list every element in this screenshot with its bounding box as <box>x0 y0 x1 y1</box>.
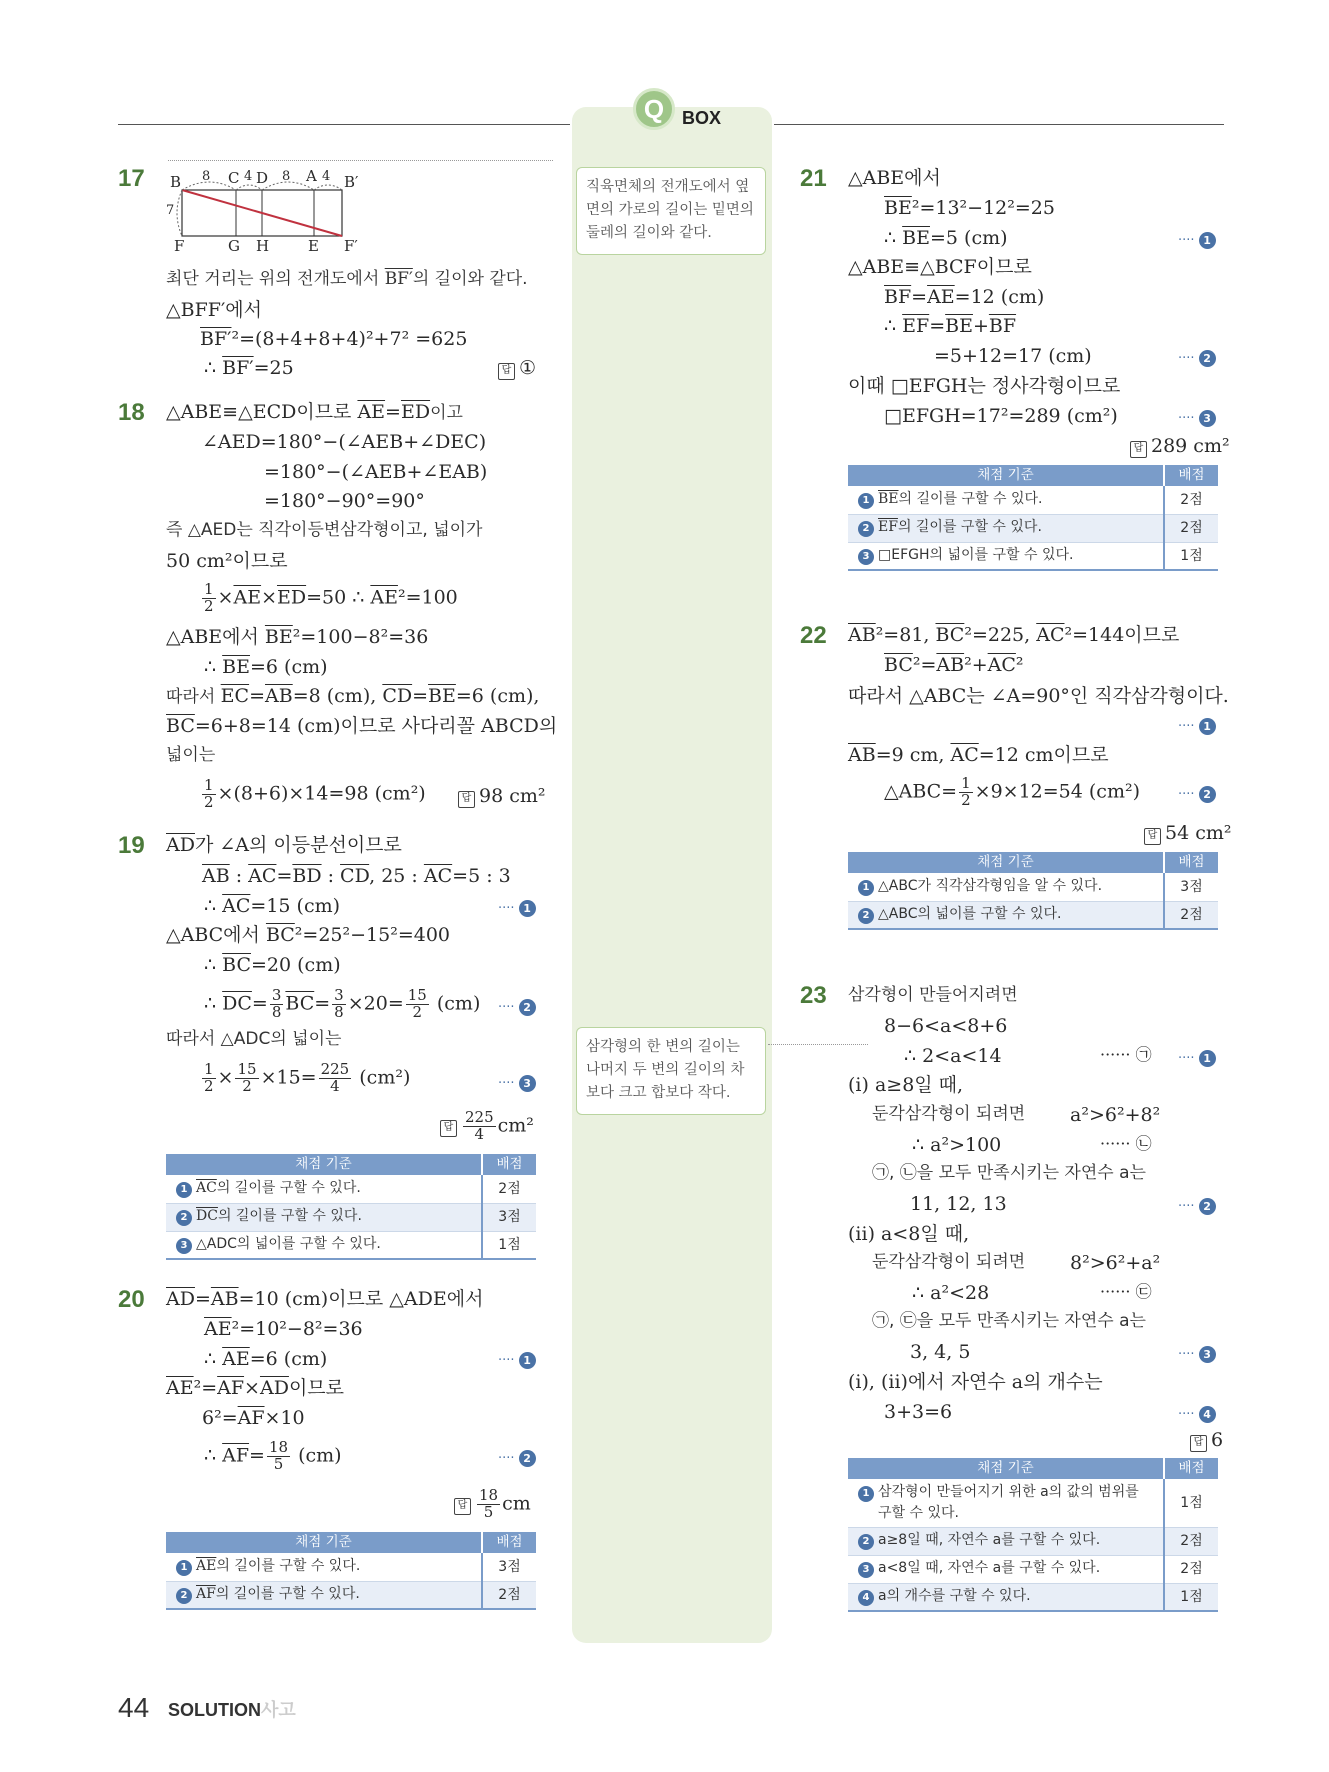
p17-line3: BF′²=(8+4+8+4)²+7² =625 <box>200 328 468 350</box>
p18-line12: 넓이는 <box>166 745 216 765</box>
page-number: 44 <box>118 1692 150 1723</box>
p21-line5: $\overline{BF}=\overline{AE}=12$ (cm) <box>884 286 1045 308</box>
problem-number-22: 22 <box>800 622 827 649</box>
p23-line13: 3, 4, 5 <box>910 1341 971 1363</box>
p19-line1: $\overline{AD}$가 ∠A의 이등분선이므로 <box>166 834 402 856</box>
p23-line5b: a²>6²+8² <box>1070 1104 1161 1126</box>
answer-icon: 답 <box>454 1498 471 1515</box>
p18-line4: =180°−90°=90° <box>264 490 425 512</box>
net-label-8b: 8 <box>282 169 291 184</box>
net-label-7: 7 <box>166 203 175 218</box>
p23-marker-4: ···· 4 <box>1178 1406 1216 1423</box>
net-label-B-prime: B′ <box>344 173 359 191</box>
criteria-row: 2 $\overline{AF}$의 길이를 구할 수 있다. 2점 <box>166 1581 536 1609</box>
p21-line3: ∴ $\overline{BE}=5$ (cm) <box>884 227 1008 249</box>
answer-icon: 답 <box>1130 441 1147 458</box>
points-header: 배점 <box>1164 1458 1218 1479</box>
p23-line4: (i) a≥8일 때, <box>848 1074 964 1096</box>
p19-line8: $\frac{1}{2}$ × $\frac{15}{2}$ ×15= $\frac{225}{4}$ (cm²) <box>204 1060 411 1095</box>
p23-line14: (i), (ii)에서 자연수 a의 개수는 <box>848 1371 1103 1393</box>
p21-marker-1: ···· 1 <box>1178 232 1216 249</box>
net-label-B: B <box>170 173 182 191</box>
p19-line6: ∴ $\overline{DC}=$ $\frac{3}{8}$ $\overline{BC}=$ $\frac{3}{8}$ ×20= $\frac{15}{2}$ (cm) <box>204 986 481 1021</box>
p23-line5: 둔각삼각형이 되려면 <box>872 1104 1026 1124</box>
p19-criteria-table <box>166 1154 536 1260</box>
p22-line2: $\overline{BC}^2=\overline{AB}^2+\overline{AC}^2$ <box>884 654 1024 676</box>
p21-line9: □EFGH=17²=289 (cm²) <box>884 405 1118 427</box>
p19-marker-1: ···· 1 <box>498 900 536 917</box>
p21-marker-2: ···· 2 <box>1178 350 1216 367</box>
top-rule-left <box>118 124 570 125</box>
problem-number-17: 17 <box>118 165 145 192</box>
problem-number-18: 18 <box>118 399 145 426</box>
answer-icon: 답 <box>458 791 475 808</box>
p23-mark-a: ······ ㉠ <box>1100 1045 1152 1064</box>
qbox-logo: Q <box>633 88 675 130</box>
p22-line1: $\overline{AB}^2=81$, $\overline{BC}^2=225$, $\overline{AC}^2=144$이므로 <box>848 624 1180 646</box>
p17-answer: 답 ① <box>498 358 536 380</box>
net-label-E: E <box>308 237 319 255</box>
p20-criteria-table <box>166 1532 536 1610</box>
p18-line3: =180°−(∠AEB+∠EAB) <box>264 461 488 483</box>
p20-marker-2: ···· 2 <box>498 1450 536 1467</box>
note2-leader <box>768 1044 868 1045</box>
p21-criteria-table <box>848 465 1218 571</box>
p22-criteria-table <box>848 852 1218 930</box>
answer-icon: 답 <box>498 363 515 380</box>
p20-answer: 답 $\frac{18}{5}$ cm <box>454 1488 531 1521</box>
p22-marker-1: ···· 1 <box>1178 718 1216 735</box>
p23-line15: 3+3=6 <box>884 1401 953 1423</box>
p18-line13: $\frac{1}{2}$ ×(8+6)×14=98 (cm²) <box>204 776 426 811</box>
p19-line7: 따라서 △ADC의 넓이는 <box>166 1029 342 1049</box>
net-label-F: F <box>174 237 185 255</box>
net-label-D: D <box>256 169 269 187</box>
p23-line7: ㉠, ㉡을 모두 만족시키는 자연수 a는 <box>872 1163 1146 1183</box>
p20-line1: $\overline{AD}=\overline{AB}=10$ (cm)이므로 △ADE에서 <box>166 1288 484 1310</box>
p20-line3: ∴ $\overline{AE}=6$ (cm) <box>204 1348 328 1370</box>
p17-line2: △BFF′에서 <box>166 299 262 321</box>
qbox-note-2: 삼각형의 한 변의 길이는 나머지 두 변의 길이의 차보다 크고 합보다 작다. <box>576 1027 766 1115</box>
p18-line5: 즉 △AED는 직각이등변삼각형이고, 넓이가 <box>166 520 483 540</box>
criteria-row: 4 a의 개수를 구할 수 있다. 1점 <box>848 1583 1218 1611</box>
p23-marker-2: ···· 2 <box>1178 1198 1216 1215</box>
answer-icon: 답 <box>440 1120 457 1137</box>
points-header: 배점 <box>1164 852 1218 873</box>
p19-line3: ∴ $\overline{AC}=15$ (cm) <box>204 895 341 917</box>
p23-line1: 삼각형이 만들어지려면 <box>848 985 1018 1005</box>
p23-marker-1: ···· 1 <box>1178 1050 1216 1067</box>
p18-line1: △ABE≡△ECD이므로 $\overline{AE}=\overline{ED}$이고 <box>166 401 463 423</box>
net-label-4a: 4 <box>244 169 253 184</box>
p23-line10b: 8²>6²+a² <box>1070 1252 1161 1274</box>
p20-line2: $\overline{AE}^2=10^2-8^2=36$ <box>204 1318 363 1340</box>
criteria-row: 3 □EFGH의 넓이를 구할 수 있다. 1점 <box>848 542 1218 570</box>
criteria-header: 채점 기준 <box>166 1154 482 1175</box>
p22-answer: 답 54 cm² <box>1144 823 1232 845</box>
points-header: 배점 <box>482 1154 536 1175</box>
p20-line4: $\overline{AE}^2=\overline{AF}\times\overline{AD}$이므로 <box>166 1377 344 1399</box>
p20-line5: $6^2=\overline{AF}\times 10$ <box>202 1407 305 1429</box>
p22-marker-2: ···· 2 <box>1178 786 1216 803</box>
points-header: 배점 <box>1164 465 1218 486</box>
net-label-A: A <box>306 167 317 185</box>
criteria-row: 1 삼각형이 만들어지기 위한 a의 값의 범위를 구할 수 있다. 1점 <box>848 1479 1218 1527</box>
criteria-row: 2 △ABC의 넓이를 구할 수 있다. 2점 <box>848 901 1218 929</box>
criteria-row: 1 $\overline{BE}$의 길이를 구할 수 있다. 2점 <box>848 486 1218 514</box>
p23-line9: (ii) a<8일 때, <box>848 1223 970 1245</box>
criteria-row: 1 $\overline{AC}$의 길이를 구할 수 있다. 2점 <box>166 1175 536 1203</box>
p22-line3: 따라서 △ABC는 ∠A=90°인 직각삼각형이다. <box>848 685 1229 707</box>
problem-number-23: 23 <box>800 982 827 1009</box>
p23-line8: 11, 12, 13 <box>910 1193 1007 1215</box>
p18-line2: ∠AED=180°−(∠AEB+∠DEC) <box>202 431 487 453</box>
net-label-C: C <box>228 169 240 187</box>
p17-line4: ∴ BF′=25 <box>204 357 294 379</box>
p23-line10: 둔각삼각형이 되려면 <box>872 1252 1026 1272</box>
p23-line11: ∴ a²<28 <box>912 1282 990 1304</box>
p21-answer: 답 289 cm² <box>1130 436 1230 458</box>
p23-line6: ∴ a²>100 <box>912 1134 1002 1156</box>
p22-line5: △ABC= $\frac{1}{2}$ ×9×12=54 (cm²) <box>884 774 1140 809</box>
p18-line9: ∴ $\overline{BE}=6$ (cm) <box>204 656 328 678</box>
problem-number-20: 20 <box>118 1286 145 1313</box>
criteria-row: 2 $\overline{DC}$의 길이를 구할 수 있다. 3점 <box>166 1203 536 1231</box>
p19-line2: $\overline{AB}$ : $\overline{AC}=\overline{BD}$ : $\overline{CD}$, 25 : $\overline{AC}=5$ : 3 <box>202 865 511 887</box>
p21-line8: 이때 □EFGH는 정사각형이므로 <box>848 375 1121 397</box>
criteria-header: 채점 기준 <box>848 852 1164 873</box>
net-label-4b: 4 <box>322 169 331 184</box>
p18-answer: 답 98 cm² <box>458 786 546 808</box>
p21-line2: $\overline{BE}^2=13^2-12^2=25$ <box>884 197 1055 219</box>
p18-line11: $\overline{BC}=6+8=14$ (cm)이므로 사다리꼴 ABCD의 <box>166 715 558 737</box>
problem-number-19: 19 <box>118 832 145 859</box>
p18-line6: 50 cm²이므로 <box>166 550 288 572</box>
qbox-note-1: 직육면체의 전개도에서 옆면의 가로의 길이는 밑면의 둘레의 길이와 같다. <box>576 167 766 255</box>
p19-marker-3: ···· 3 <box>498 1075 536 1092</box>
p17-line1: 최단 거리는 위의 전개도에서 BF′의 길이와 같다. <box>166 269 528 289</box>
p23-line3: ∴ 2<a<14 <box>904 1045 1002 1067</box>
p19-line5: ∴ $\overline{BC}=20$ (cm) <box>204 954 341 976</box>
p23-mark-b: ······ ㉡ <box>1100 1134 1152 1153</box>
p23-marker-3: ···· 3 <box>1178 1346 1216 1363</box>
p19-marker-2: ···· 2 <box>498 999 536 1016</box>
criteria-row: 3 a<8일 때, 자연수 a를 구할 수 있다. 2점 <box>848 1555 1218 1583</box>
p22-line4: $\overline{AB}=9$ cm, $\overline{AC}=12$ cm이므로 <box>848 744 1109 766</box>
p19-answer: 답 $\frac{225}{4}$ cm² <box>440 1110 534 1143</box>
answer-icon: 답 <box>1144 828 1161 845</box>
net-label-F-prime: F′ <box>344 237 358 255</box>
p20-marker-1: ···· 1 <box>498 1352 536 1369</box>
criteria-row: 1 △ABC가 직각삼각형임을 알 수 있다. 3점 <box>848 873 1218 901</box>
top-rule-right <box>774 124 1224 125</box>
p21-line4: △ABE≡△BCF이므로 <box>848 256 1032 278</box>
p23-mark-c: ······ ㉢ <box>1100 1282 1152 1301</box>
p18-line8: △ABE에서 $\overline{BE}^2=100-8^2=36$ <box>166 626 429 648</box>
net-label-8a: 8 <box>202 169 211 184</box>
p23-criteria-table <box>848 1458 1218 1612</box>
footer-brand: SOLUTION사고 <box>168 1700 296 1720</box>
p19-line4: △ABC에서 $\overline{BC}^2=25^2-15^2=400$ <box>166 924 451 946</box>
criteria-header: 채점 기준 <box>848 465 1164 486</box>
criteria-header: 채점 기준 <box>848 1458 1164 1479</box>
note1-leader <box>168 160 553 161</box>
p20-line6: ∴ $\overline{AF}=$ $\frac{18}{5}$ (cm) <box>204 1438 342 1473</box>
points-header: 배점 <box>482 1532 536 1553</box>
criteria-header: 채점 기준 <box>166 1532 482 1553</box>
net-label-H: H <box>256 237 270 255</box>
qbox-title: BOX <box>682 108 722 128</box>
p21-marker-3: ···· 3 <box>1178 410 1216 427</box>
criteria-row: 2 $\overline{EF}$의 길이를 구할 수 있다. 2점 <box>848 514 1218 542</box>
p23-line12: ㉠, ㉢을 모두 만족시키는 자연수 a는 <box>872 1311 1146 1331</box>
p21-line7: =5+12=17 (cm) <box>934 345 1092 367</box>
criteria-row: 2 a≥8일 때, 자연수 a를 구할 수 있다. 2점 <box>848 1527 1218 1555</box>
p18-line7: $\frac{1}{2}$ $\times\overline{AE}\times\overline{ED}=50$ ∴ $\overline{AE}^2=100$ <box>204 580 458 615</box>
p21-line1: △ABE에서 <box>848 167 941 189</box>
p23-answer: 답 6 <box>1190 1430 1223 1452</box>
qbox-panel <box>572 107 772 1643</box>
answer-icon: 답 <box>1190 1435 1207 1452</box>
p18-line10: 따라서 $\overline{EC}=\overline{AB}=8$ (cm), $\overline{CD}=\overline{BE}=6$ (cm), <box>166 685 540 707</box>
net-label-G: G <box>228 237 240 255</box>
p21-line6: ∴ $\overline{EF}=\overline{BE}+\overline{BF}$ <box>884 315 1017 337</box>
problem-number-21: 21 <box>800 165 827 192</box>
criteria-row: 3 △ADC의 넓이를 구할 수 있다. 1점 <box>166 1231 536 1259</box>
criteria-row: 1 $\overline{AE}$의 길이를 구할 수 있다. 3점 <box>166 1553 536 1581</box>
p23-line2: 8−6<a<8+6 <box>884 1015 1008 1037</box>
